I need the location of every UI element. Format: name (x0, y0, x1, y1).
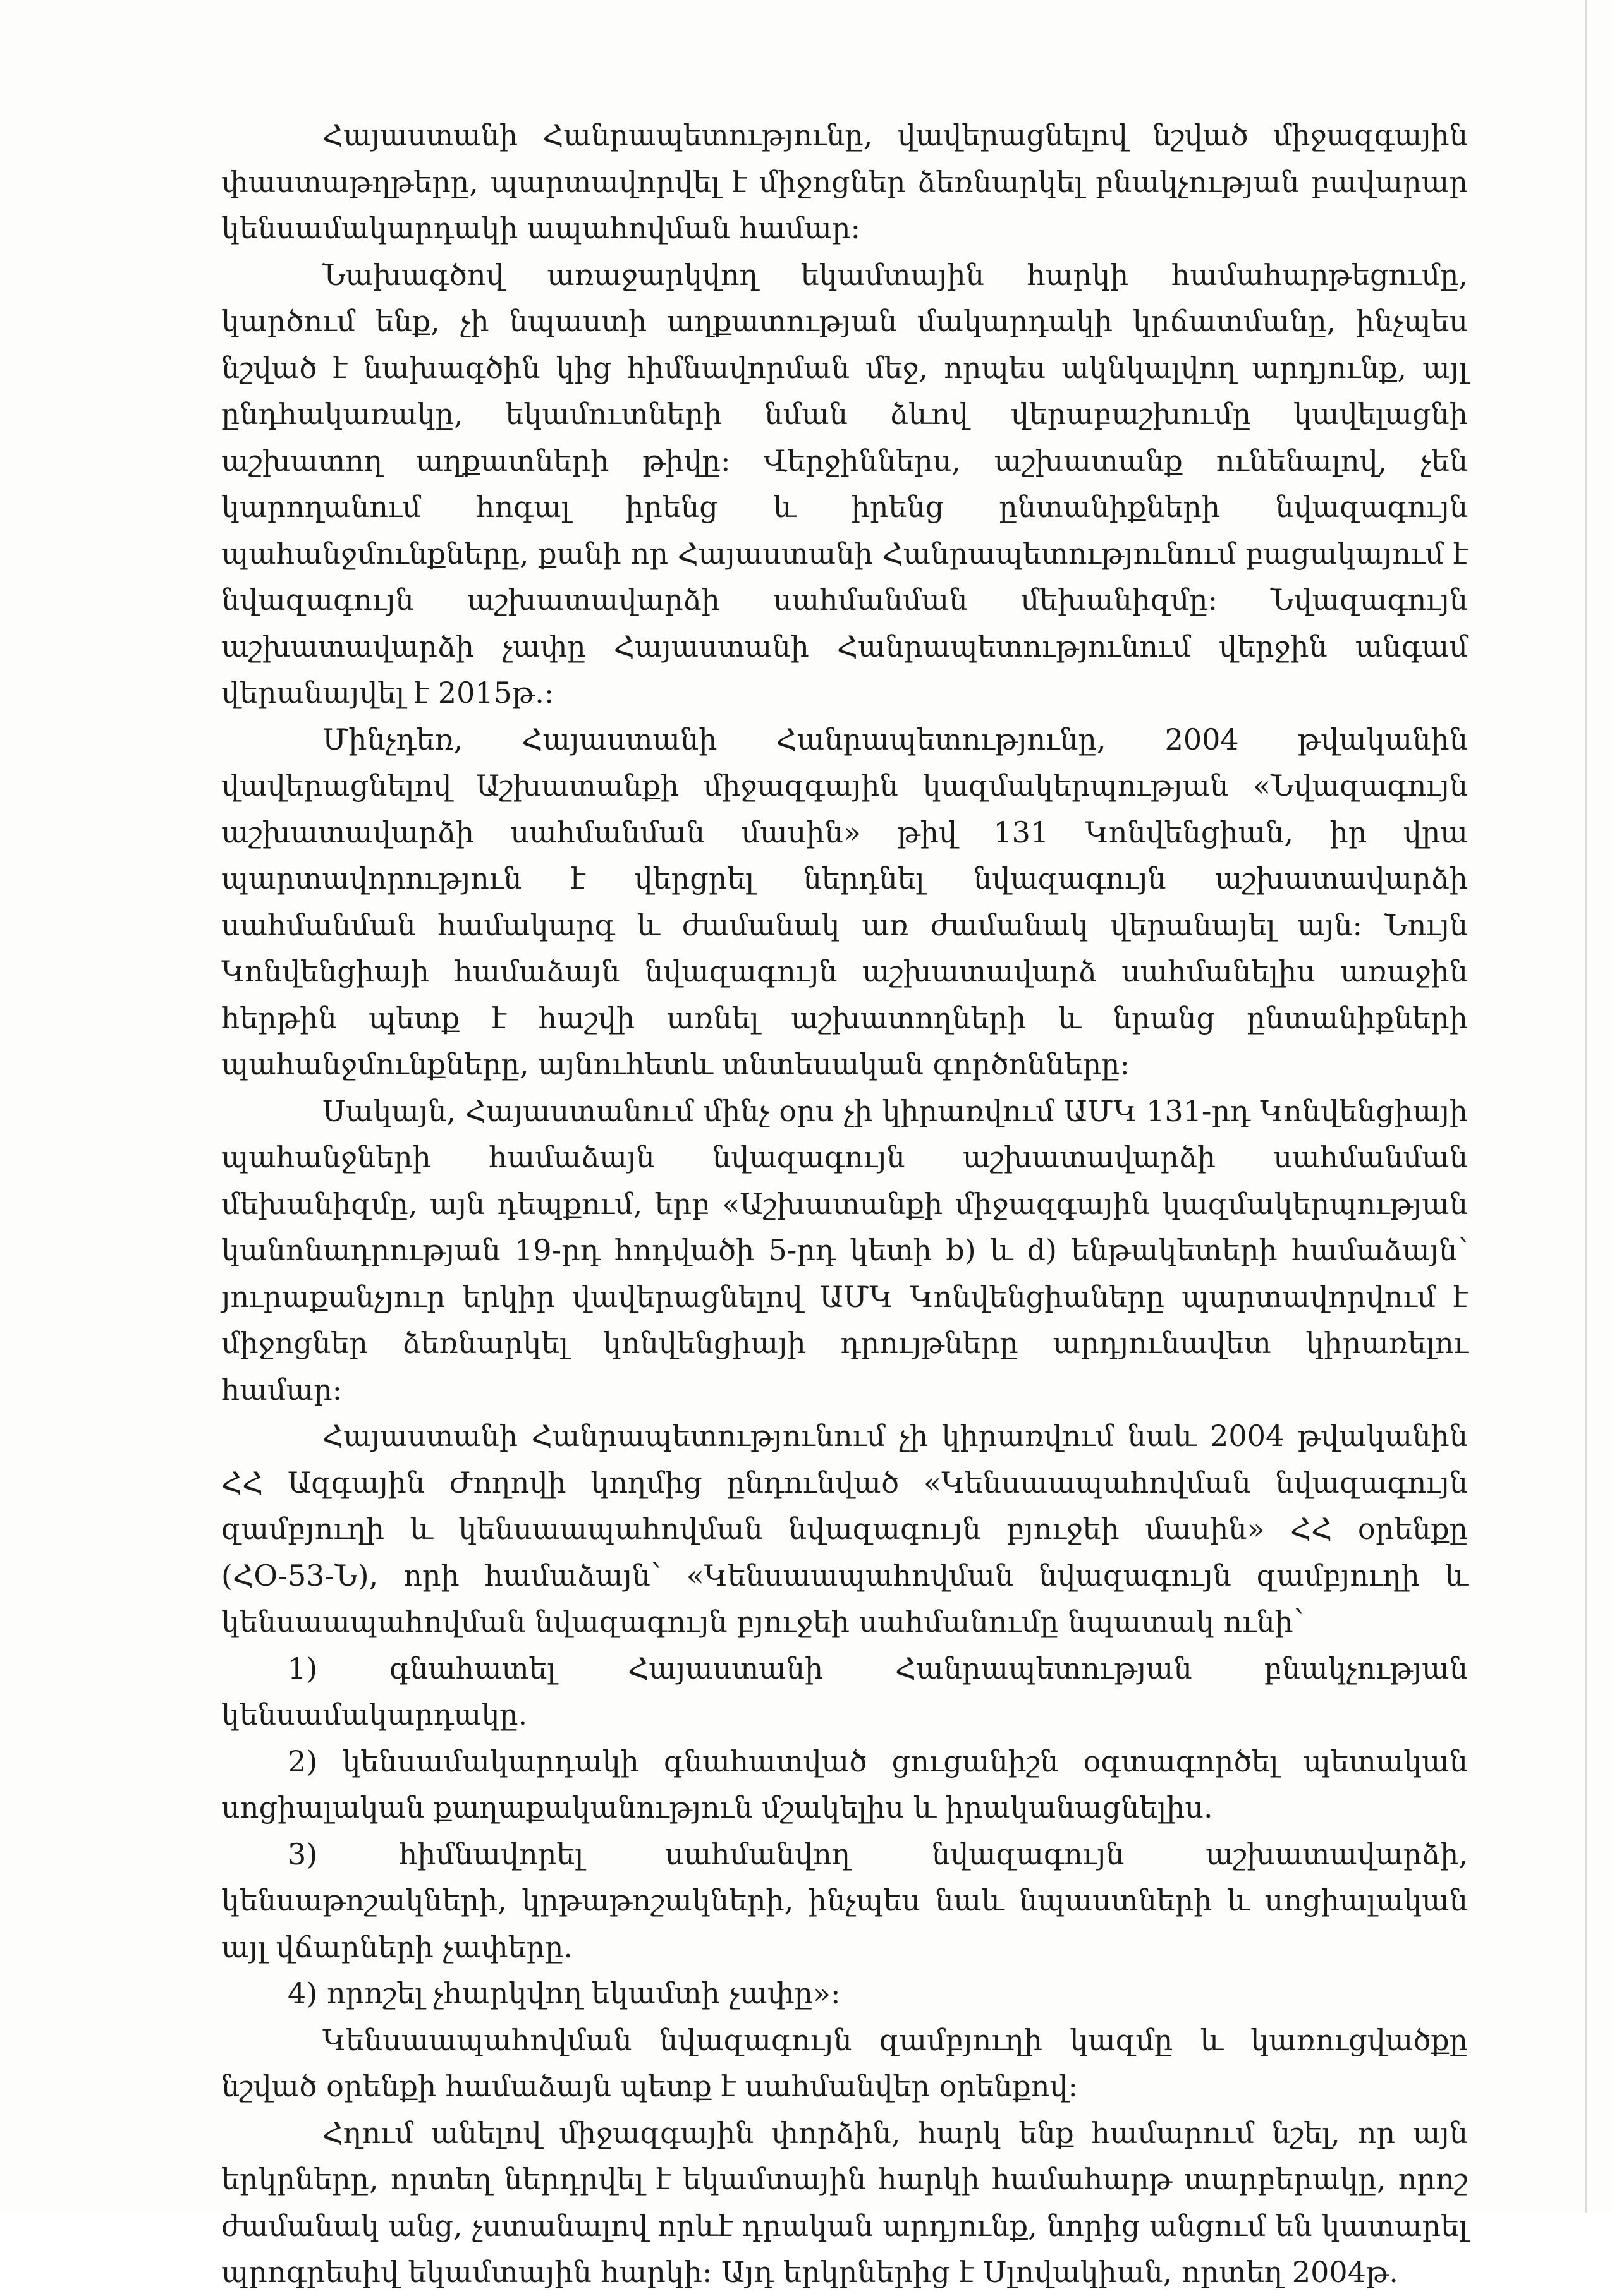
list-item-4: 4) որոշել չհարկվող եկամտի չափը»: (288, 1976, 841, 2010)
paragraph-6: Կենսաապահովման նվազագույն զամբյուղի կազմը և կառուցվածքը նշված օրենքի համաձայն պետք է սահմանվեր օրենքով: (221, 2022, 1468, 2103)
paragraph-2: Նախագծով առաջարկվող եկամտային հարկի համահարթեցումը, կարծում ենք, չի նպաստի աղքատության մակարդակի կրճատմանը, ինչպես նշված է նախագծին կից հիմնավորման մեջ, որպես ակնկալվող արդյունք, այլ ընդհակառակը, եկամուտների նման ձևով վերաբաշխումը կավելացնի աշխատող աղքատների թիվը: Վերջիններս, աշխատանք ունենալով, չեն կարողանում հոգալ իրենց և իրենց ընտանիքների նվազագույն պահանջմունքները, քանի որ Հայաստանի Հանրապետությունում բացակայում է նվազագույն աշխատավարձի սահմանման մեխանիզմը: Նվազագույն աշխատավարձի չափը Հայաստանի Հանրապետությունում վերջին անգամ վերանայվել է 2015թ.: (221, 257, 1468, 710)
scan-edge-line (1585, 0, 1587, 2213)
document-body (221, 112, 1468, 2296)
paragraph-4: Սակայն, Հայաստանում մինչ օրս չի կիրառվում ԱՄԿ 131-րդ Կոնվենցիայի պահանջների համաձայն նվազագույն աշխատավարձի սահմանման մեխանիզմը, այն դեպքում, երբ «Աշխատանքի միջազգային կազմակերպության կանոնադրության 19-րդ հոդվածի 5-րդ կետի b) և d) ենթակետերի համաձայն՝ յուրաքանչյուր երկիր վավերացնելով ԱՄԿ Կոնվենցիաները պարտավորվում է միջոցներ ձեռնարկել կոնվենցիայի դրույթները արդյունավետ կիրառելու համար: (221, 1093, 1468, 1407)
paragraph-7: Հղում անելով միջազգային փորձին, հարկ ենք համարում նշել, որ այն երկրները, որտեղ ներդրվել է եկամտային հարկի համահարթ տարբերակը, որոշ ժամանակ անց, չստանալով որևէ դրական արդյունք, նորից անցում են կատարել պրոգրեսիվ եկամտային հարկի: Այդ երկրներից է Սլովակիան, որտեղ 2004թ. (221, 2115, 1468, 2289)
paragraph-5: Հայաստանի Հանրապետությունում չի կիրառվում նաև 2004 թվականին ՀՀ Ազգային Ժողովի կողմից ընդունված «Կենսաապահովման նվազագույն զամբյուղի և կենսաապահովման նվազագույն բյուջեի մասին» ՀՀ օրենքը (ՀՕ-53-Ն), որի համաձայն՝ «Կենսաապահովման նվազագույն զամբյուղի և կենսաապահովման նվազագույն բյուջեի սահմանումը նպատակ ունի՝ (221, 1419, 1468, 1639)
paragraph-3: Մինչդեռ, Հայաստանի Հանրապետությունը, 2004 թվականին վավերացնելով Աշխատանքի միջազգային կազմակերպության «Նվազագույն աշխատավարձի սահմանման մասին» թիվ 131 Կոնվենցիան, իր վրա պարտավորություն է վերցրել ներդնել նվազագույն աշխատավարձի սահմանման համակարգ և ժամանակ առ ժամանակ վերանայել այն: Նույն Կոնվենցիայի համաձայն նվազագույն աշխատավարձ սահմանելիս առաջին հերթին պետք է հաշվի առնել աշխատողների և նրանց ընտանիքների պահանջմունքները, այնուհետև տնտեսական գործոնները: (221, 722, 1468, 1081)
numbered-list (221, 1646, 1468, 2017)
list-item-2: 2) կենսամակարդակի գնահատված ցուցանիշն օգտագործել պետական սոցիալական քաղաքականություն մշակելիս և իրականացնելիս. (221, 1744, 1468, 1825)
list-item-1: 1) գնահատել Հայաստանի Հանրապետության բնակչության կենսամակարդակը. (221, 1651, 1468, 1732)
paragraph-1: Հայաստանի Հանրապետությունը, վավերացնելով նշված միջազգային փաստաթղթերը, պարտավորվել է միջոցներ ձեռնարկել բնակչության բավարար կենսամակարդակի ապահովման համար: (221, 118, 1468, 245)
list-item-3: 3) հիմնավորել սահմանվող նվազագույն աշխատավարձի, կենսաթոշակների, կրթաթոշակների, ինչպես նաև նպաստների և սոցիալական այլ վճարների չափերը. (221, 1837, 1468, 1964)
